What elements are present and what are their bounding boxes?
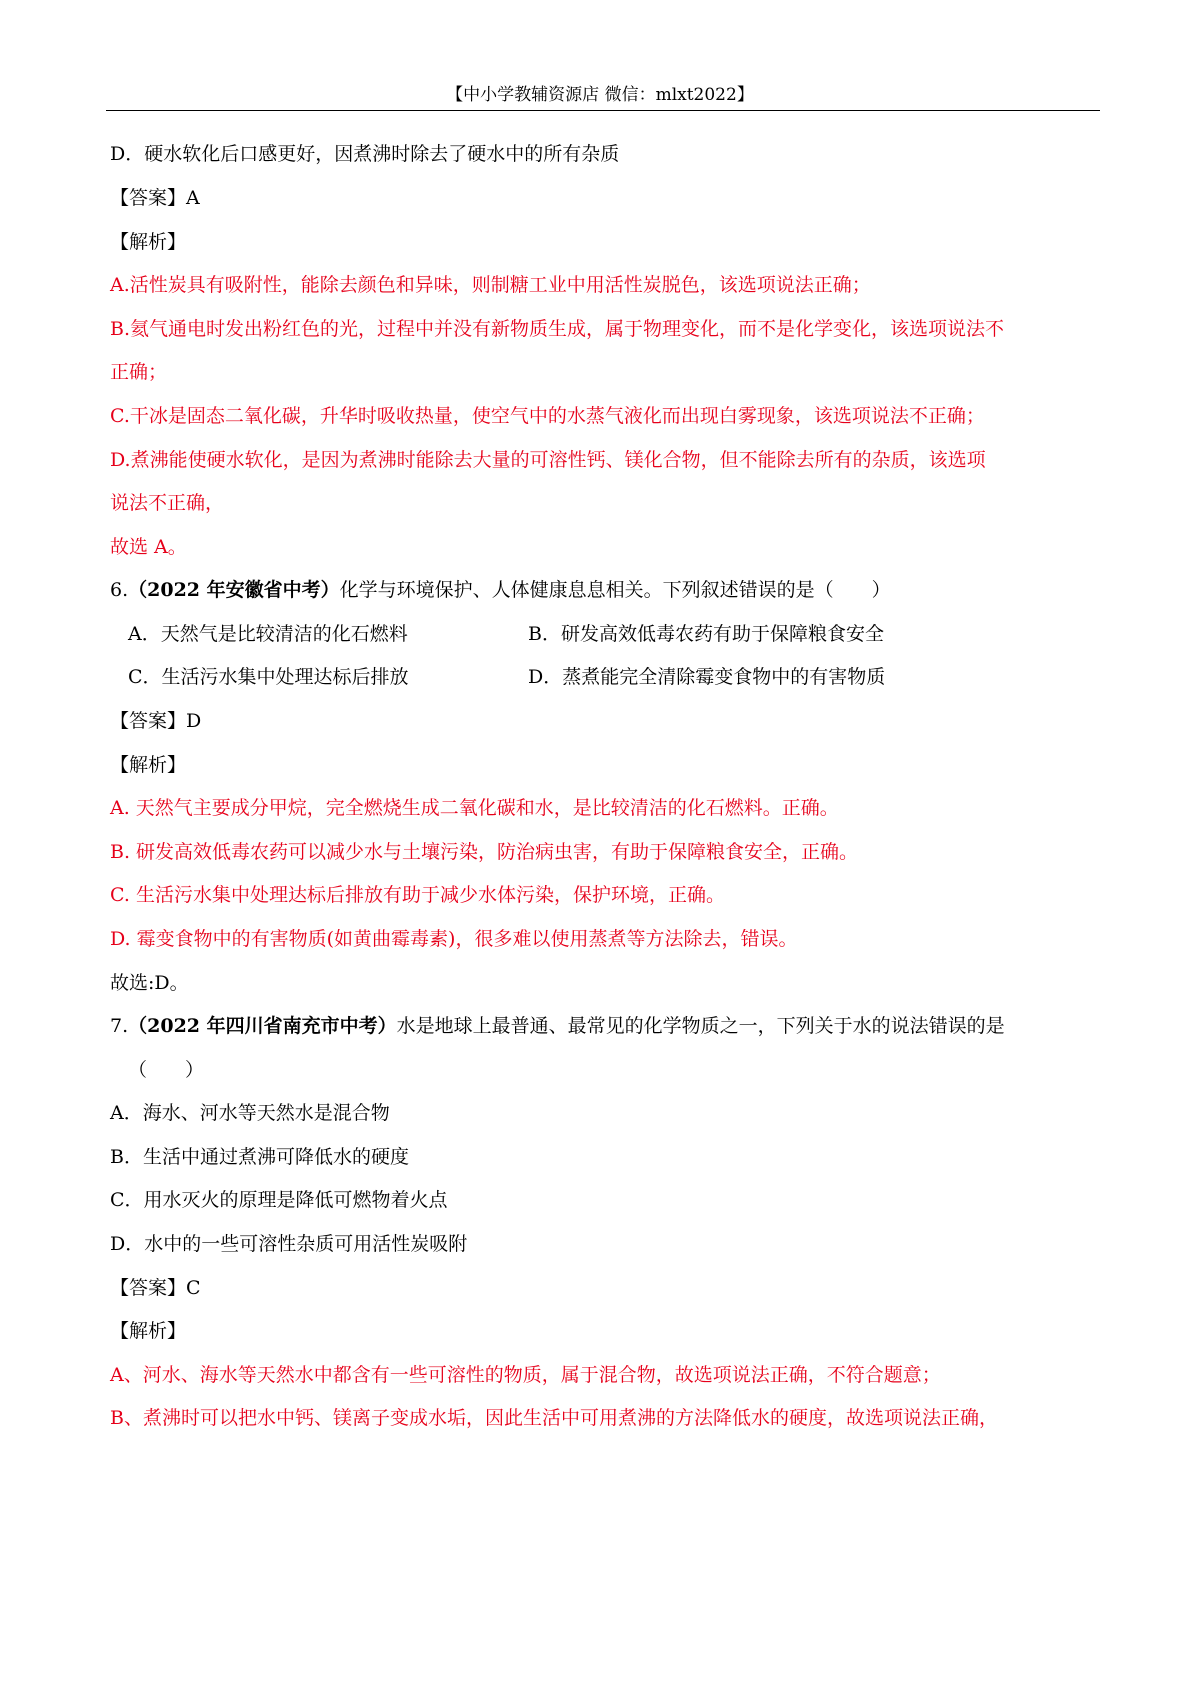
q7-analysis-label: 【解析】 <box>110 1320 187 1342</box>
q5-analysis-line: A.活性炭具有吸附性，能除去颜色和异味，则制糖工业中用活性炭脱色，该选项说法正确； <box>110 274 871 296</box>
q5-analysis-line: 说法不正确， <box>110 492 225 514</box>
q6-analysis-line: D. 霉变食物中的有害物质(如黄曲霉毒素)，很多难以使用蒸煮等方法除去，错误。 <box>110 928 798 950</box>
q6-conclusion: 故选:D。 <box>110 972 189 994</box>
q6-option-a: A．天然气是比较清洁的化石燃料 <box>128 623 408 645</box>
q7-option-c: C．用水灭火的原理是降低可燃物着火点 <box>110 1189 448 1211</box>
q5-option-d: D．硬水软化后口感更好，因煮沸时除去了硬水中的所有杂质 <box>110 143 620 165</box>
q6-analysis-line: B. 研发高效低毒农药可以减少水与土壤污染，防治病虫害，有助于保障粮食安全，正确。 <box>110 841 859 863</box>
q6-stem-line <box>110 577 891 603</box>
q7-stem-cont: （ ） <box>128 1059 205 1081</box>
q6-option-d: D．蒸煮能完全清除霉变食物中的有害物质 <box>528 666 886 688</box>
q7-analysis-line: A、河水、海水等天然水中都含有一些可溶性的物质，属于混合物，故选项说法正确，不符合题意； <box>110 1364 941 1386</box>
q6-number: 6. <box>110 579 129 601</box>
q6-analysis-line: C. 生活污水集中处理达标后排放有助于减少水体污染，保护环境，正确。 <box>110 884 725 906</box>
q7-analysis-line: B、煮沸时可以把水中钙、镁离子变成水垢，因此生活中可用煮沸的方法降低水的硬度，故选项说法正确， <box>110 1407 998 1429</box>
q5-answer: 【答案】A <box>110 187 200 209</box>
q5-analysis-line: B.氦气通电时发出粉红色的光，过程中并没有新物质生成，属于物理变化，而不是化学变化，该选项说法不 <box>110 318 1005 340</box>
q7-source: （2022 年四川省南充市中考） <box>128 1015 397 1037</box>
header-rule <box>106 110 1100 111</box>
q6-stem: 化学与环境保护、人体健康息息相关。下列叙述错误的是（ ） <box>339 579 891 601</box>
q5-analysis-line: D.煮沸能使硬水软化，是因为煮沸时能除去大量的可溶性钙、镁化合物，但不能除去所有的杂质，该选项 <box>110 449 986 471</box>
q5-conclusion: 故选 A。 <box>110 536 187 558</box>
q6-analysis-label: 【解析】 <box>110 754 187 776</box>
q7-stem-line <box>110 1013 1005 1039</box>
q7-stem: 水是地球上最普通、最常见的化学物质之一，下列关于水的说法错误的是 <box>396 1015 1005 1037</box>
q7-option-d: D．水中的一些可溶性杂质可用活性炭吸附 <box>110 1233 468 1255</box>
q5-analysis-label: 【解析】 <box>110 231 187 253</box>
q6-source: （2022 年安徽省中考） <box>128 579 340 601</box>
q6-analysis-line: A. 天然气主要成分甲烷，完全燃烧生成二氧化碳和水，是比较清洁的化石燃料。正确。 <box>110 797 839 819</box>
q7-number: 7. <box>110 1015 129 1037</box>
q7-option-a: A．海水、河水等天然水是混合物 <box>110 1102 390 1124</box>
page-header: 【中小学教辅资源店 微信：mlxt2022】 <box>446 85 754 105</box>
q6-option-c: C．生活污水集中处理达标后排放 <box>128 666 409 688</box>
q6-option-b: B．研发高效低毒农药有助于保障粮食安全 <box>528 623 884 645</box>
q5-analysis-line: 正确； <box>110 361 168 383</box>
q7-answer: 【答案】C <box>110 1277 201 1299</box>
q5-analysis-line: C.干冰是固态二氧化碳，升华时吸收热量，使空气中的水蒸气液化而出现白雾现象，该选项说法不正确； <box>110 405 985 427</box>
q7-option-b: B．生活中通过煮沸可降低水的硬度 <box>110 1146 409 1168</box>
q6-answer: 【答案】D <box>110 710 202 732</box>
